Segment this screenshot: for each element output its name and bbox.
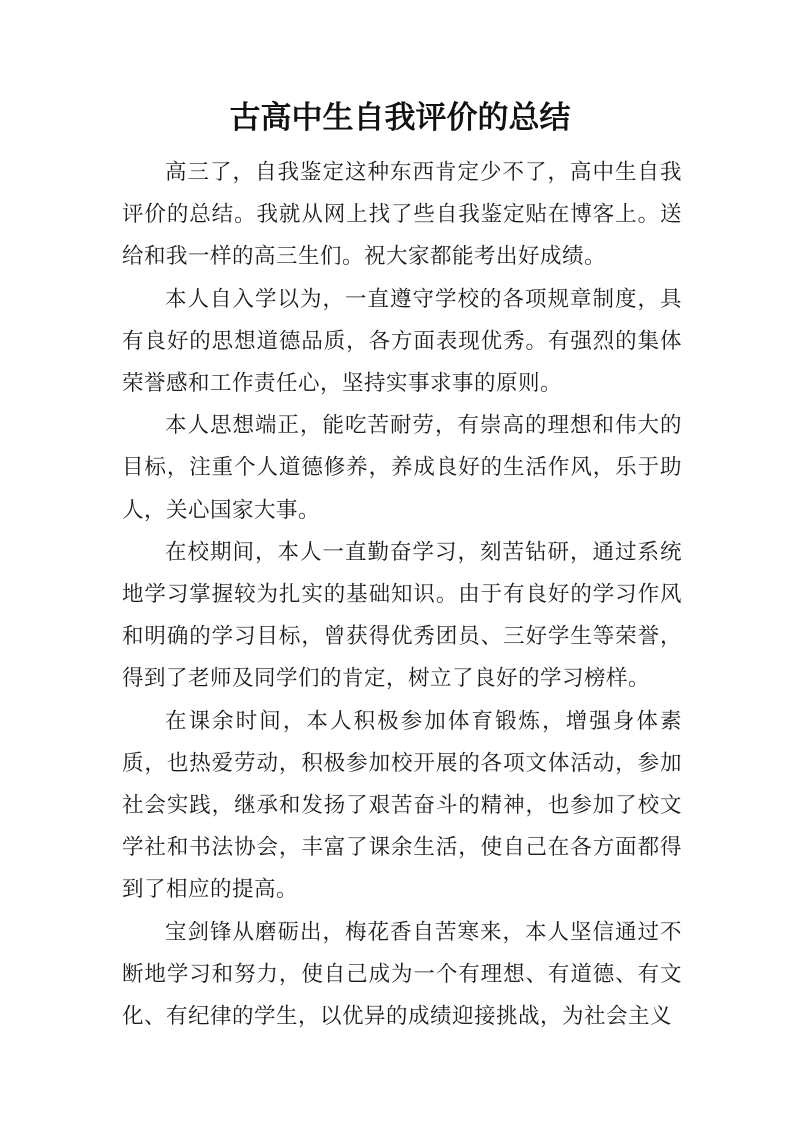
document-body	[122, 152, 682, 1038]
paragraph-character: 本人思想端正，能吃苦耐劳，有崇高的理想和伟大的目标，注重个人道德修养，养成良好的生活作风，乐于助人，关心国家大事。	[122, 413, 682, 523]
paragraph-extracurricular: 在课余时间，本人积极参加体育锻炼，增强身体素质，也热爱劳动，积极参加校开展的各项文体活动，参加社会实践，继承和发扬了艰苦奋斗的精神，也参加了校文学社和书法协会，丰富了课余生活，使自己在各方面都得到了相应的提高。	[122, 708, 682, 903]
paragraph-study: 在校期间，本人一直勤奋学习，刻苦钻研，通过系统地学习掌握较为扎实的基础知识。由于有良好的学习作风和明确的学习目标，曾获得优秀团员、三好学生等荣誉，得到了老师及同学们的肯定，树立了良好的学习榜样。	[122, 539, 682, 692]
document-title: 古高中生自我评价的总结	[229, 100, 571, 136]
paragraph-conclusion: 宝剑锋从磨砺出，梅花香自苦寒来，本人坚信通过不断地学习和努力，使自己成为一个有理想、有道德、有文化、有纪律的学生，以优异的成绩迎接挑战，为社会主义	[122, 919, 682, 1030]
paragraph-intro: 高三了，自我鉴定这种东西肯定少不了，高中生自我评价的总结。我就从网上找了些自我鉴定贴在博客上。送给和我一样的高三生们。祝大家都能考出好成绩。	[122, 160, 682, 270]
paragraph-conduct: 本人自入学以为，一直遵守学校的各项规章制度，具有良好的思想道德品质，各方面表现优秀。有强烈的集体荣誉感和工作责任心，坚持实事求事的原则。	[122, 286, 682, 397]
